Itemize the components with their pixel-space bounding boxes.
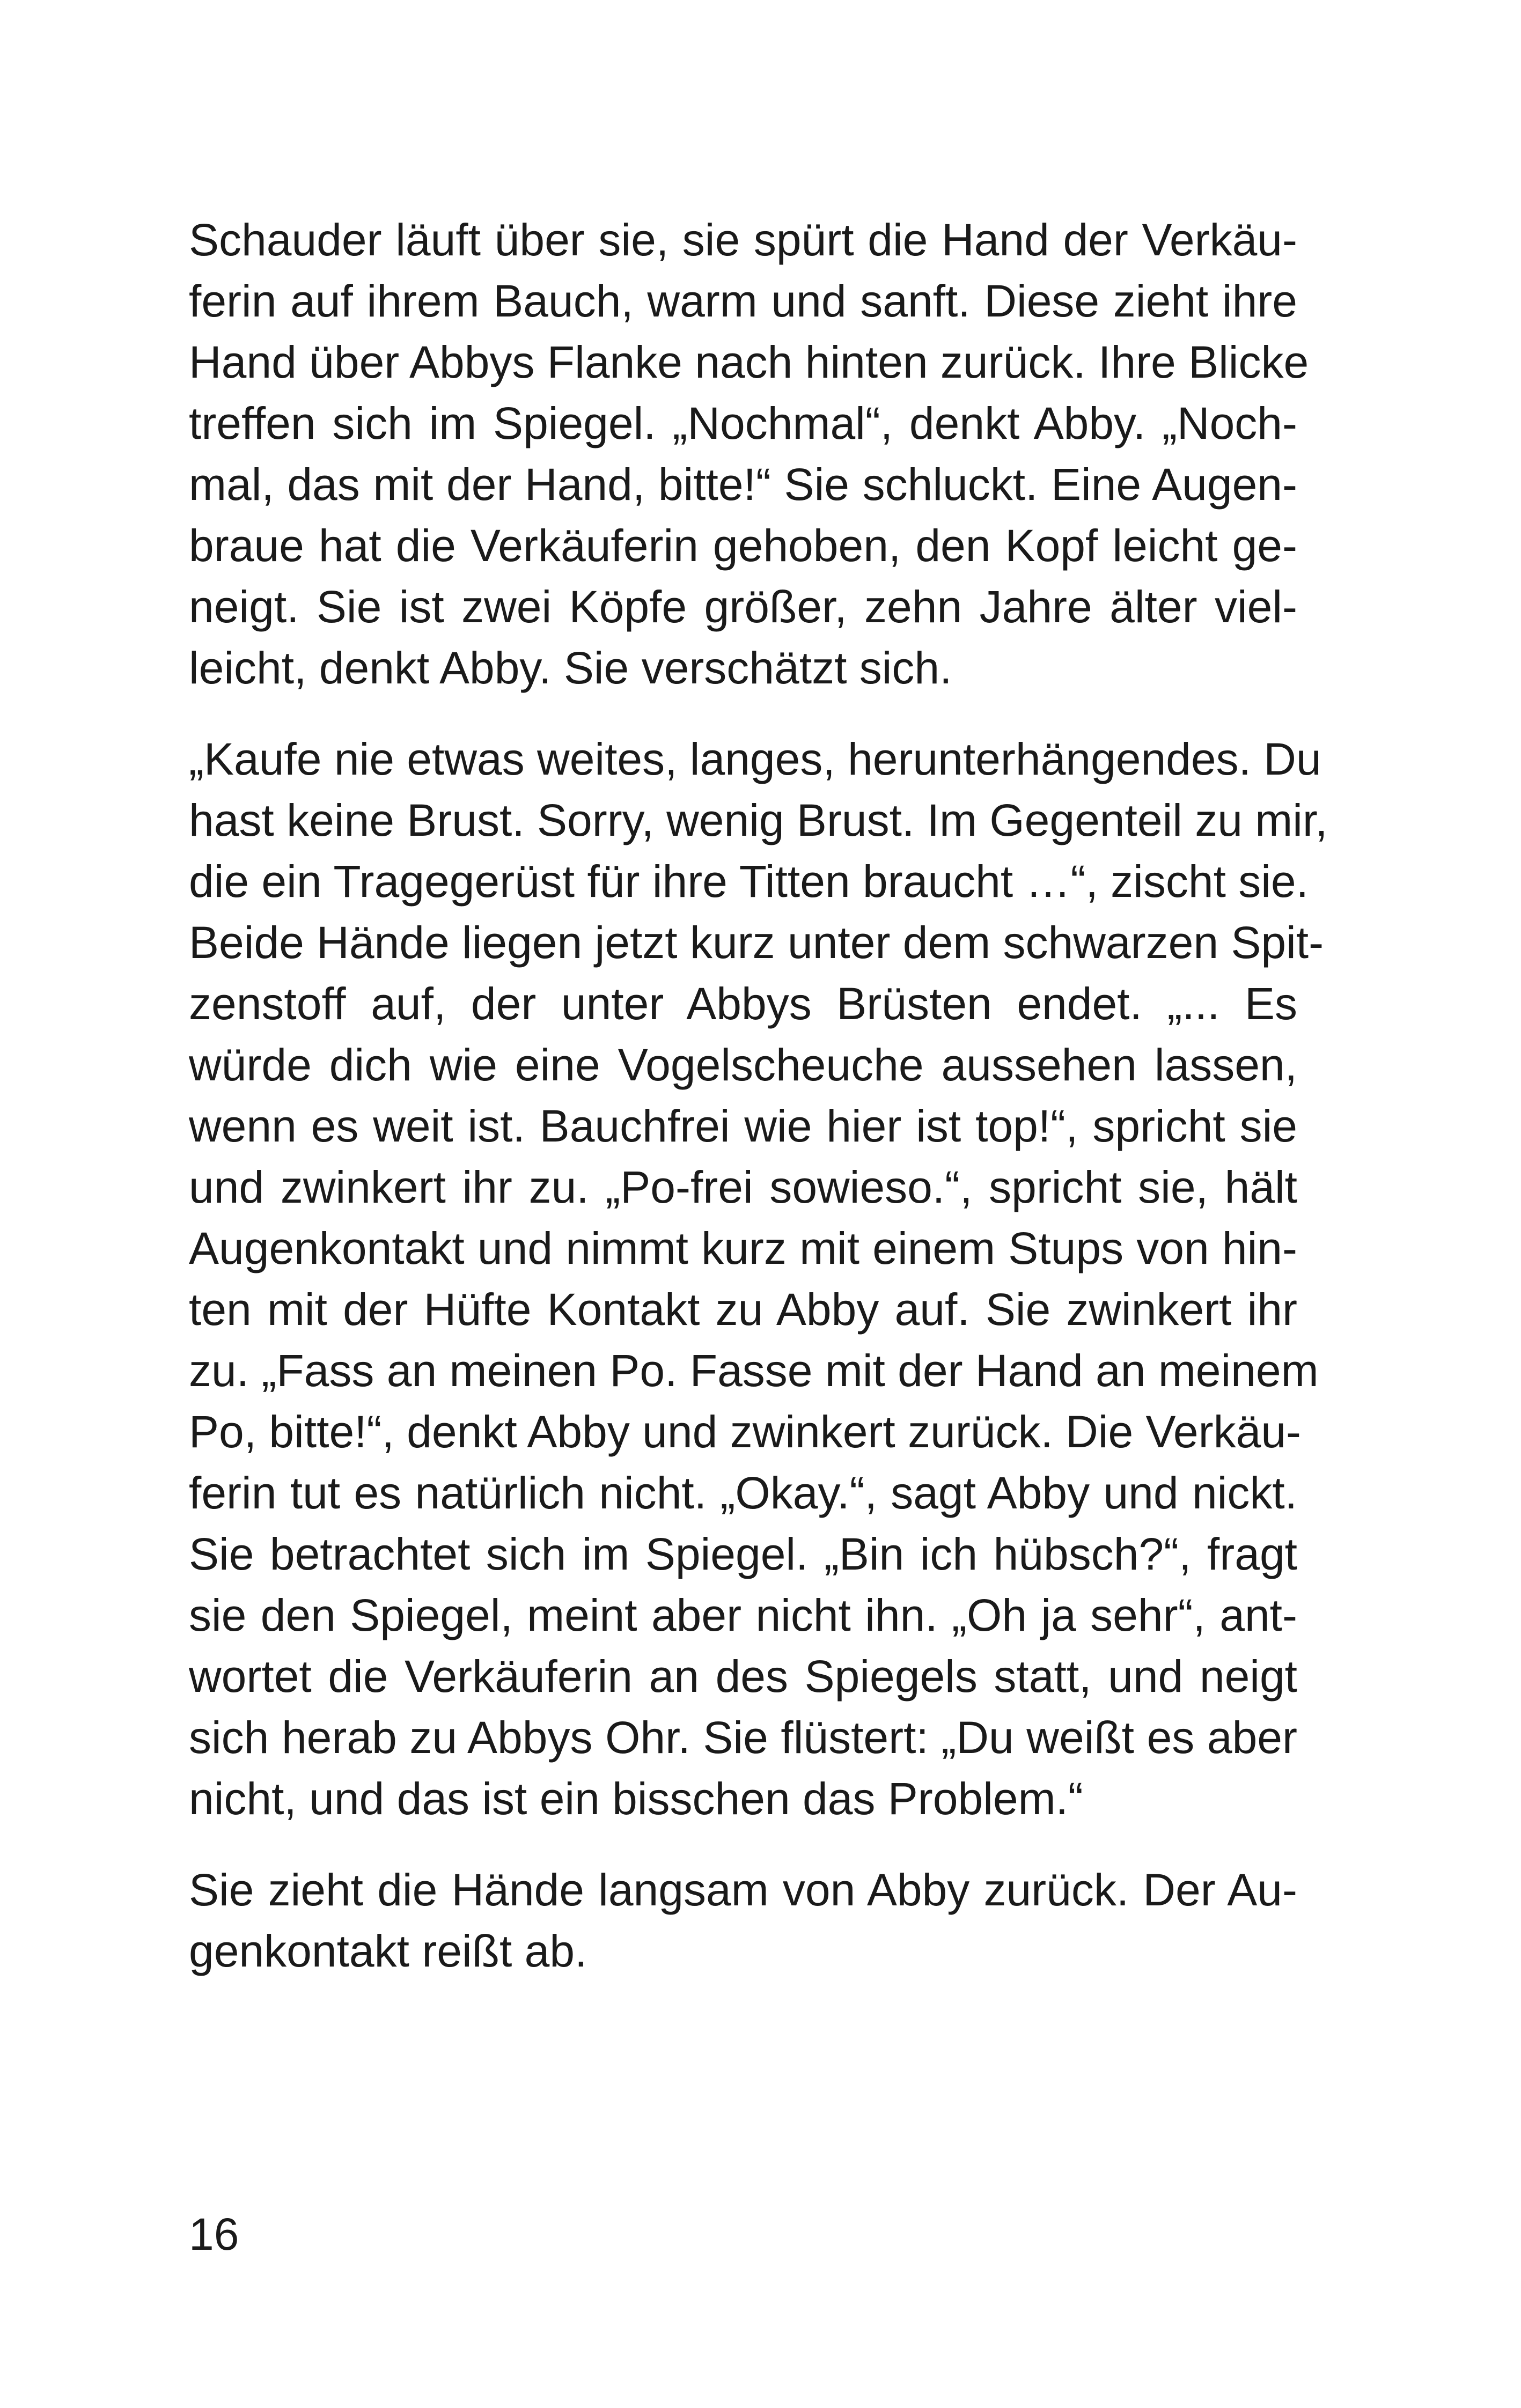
text-line: nicht, und das ist ein bisschen das Problem.“ [189,1773,1083,1824]
text-line: sie den Spiegel, meint aber nicht ihn. „Oh ja sehr“, ant- [189,1590,1297,1640]
text-line: Hand über Abbys Flanke nach hinten zurück. Ihre Blicke [189,337,1309,387]
text-line: „Kaufe nie etwas weites, langes, herunterhängendes. Du [189,734,1321,784]
text-line: Augenkontakt und nimmt kurz mit einem Stups von hin- [189,1223,1297,1273]
text-line: die ein Tragegerüst für ihre Titten braucht …“, zischt sie. [189,856,1309,907]
text-line: hast keine Brust. Sorry, wenig Brust. Im Gegenteil zu mir, [189,795,1328,845]
text-line: und zwinkert ihr zu. „Po-frei sowieso.“, spricht sie, hält [189,1162,1297,1212]
text-line: Beide Hände liegen jetzt kurz unter dem schwarzen Spit- [189,917,1324,968]
text-line: sich herab zu Abbys Ohr. Sie flüstert: „Du weißt es aber [189,1712,1297,1763]
text-line: treffen sich im Spiegel. „Nochmal“, denkt Abby. „Noch- [189,398,1297,448]
paragraph-1 [189,209,1309,698]
text-line: ferin tut es natürlich nicht. „Okay.“, sagt Abby und nickt. [189,1468,1297,1518]
page-number: 16 [189,2209,239,2259]
text-line: zenstoff auf, der unter Abbys Brüsten endet. „... Es [189,978,1297,1029]
text-line: Schauder läuft über sie, sie spürt die Hand der Verkäu- [189,215,1297,265]
paragraph-2 [189,728,1328,1829]
text-line: ferin auf ihrem Bauch, warm und sanft. Diese zieht ihre [189,276,1297,326]
text-line: wenn es weit ist. Bauchfrei wie hier ist top!“, spricht sie [189,1101,1297,1151]
text-line: braue hat die Verkäuferin gehoben, den Kopf leicht ge- [189,520,1297,571]
text-line: neigt. Sie ist zwei Köpfe größer, zehn Jahre älter viel- [189,581,1297,632]
text-line: zu. „Fass an meinen Po. Fasse mit der Hand an meinem [189,1345,1319,1396]
paragraph-3 [189,1859,1297,1982]
text-line: Po, bitte!“, denkt Abby und zwinkert zurück. Die Verkäu- [189,1406,1302,1457]
text-line: wortet die Verkäuferin an des Spiegels statt, und neigt [189,1651,1297,1702]
text-line: ten mit der Hüfte Kontakt zu Abby auf. Sie zwinkert ihr [189,1284,1297,1335]
text-line: leicht, denkt Abby. Sie verschätzt sich. [189,643,952,693]
text-line: Sie zieht die Hände langsam von Abby zurück. Der Au- [189,1865,1297,1915]
text-line: Sie betrachtet sich im Spiegel. „Bin ich hübsch?“, fragt [189,1529,1297,1579]
text-line: mal, das mit der Hand, bitte!“ Sie schluckt. Eine Augen- [189,459,1297,510]
text-line: genkontakt reißt ab. [189,1926,587,1976]
text-line: würde dich wie eine Vogelscheuche aussehen lassen, [189,1040,1297,1090]
page-body [189,209,1328,2012]
